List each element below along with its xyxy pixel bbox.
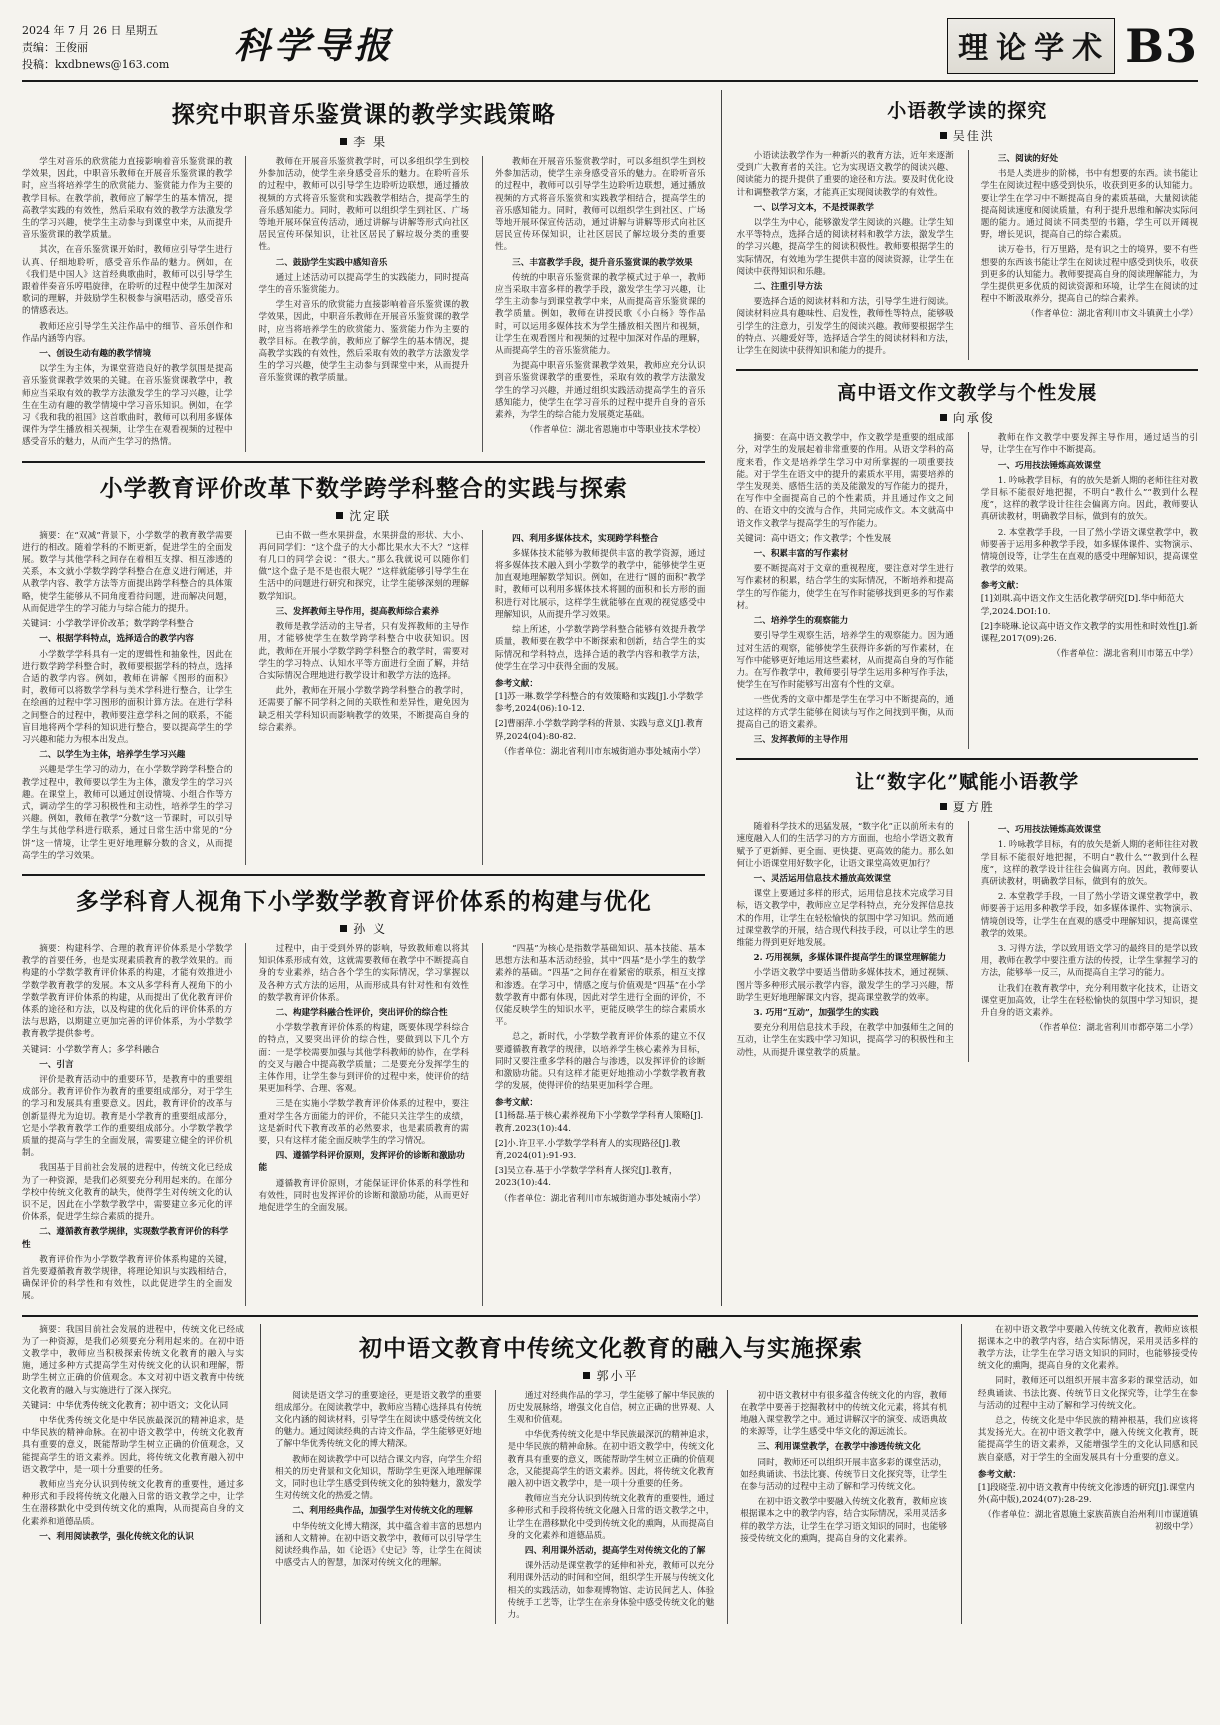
byline-square-icon <box>340 925 347 932</box>
article-column <box>275 1390 482 1625</box>
paragraph: 要选择合适的阅读材料和方法，引导学生进行阅读。阅读材料应具有趣味性、启发性，教师性等特点，能够吸引学生的注意力，引发学生的阅读兴趣。教师要根据学生的特点、兴趣爱好等，选择适合学生的阅读材料和方法，让学生在阅读中获得知识和能力的提升。 <box>736 297 954 357</box>
paragraph: 1. 吟咏教学目标，有的放矢是新人期的老师往往对教学目标不能很好地把握，不明白“教什么”“教到什么程度”，这样的教学设计往往会偏离方向。因此，教师要认真研读教材，明确教学目标，做到有的放矢。 <box>980 840 1198 887</box>
author-name: 向承俊 <box>952 411 995 426</box>
subheading: 二、利用经典作品，加强学生对传统文化的理解 <box>292 1506 473 1517</box>
subheading: 二、构建学科融合性评价，突出评价的综合性 <box>275 1007 448 1018</box>
article-reading-exploration <box>736 96 1198 360</box>
paragraph: 教师在阅读教学中可以结合课文内容，向学生介绍相关的历史背景和文化知识，帮助学生更深入地理解课文，同时也让学生感受到传统文化的独特魅力，激发学生对传统文化的热爱之情。 <box>275 1454 482 1502</box>
paragraph: 中华优秀传统文化是中华民族最深沉的精神追求，是中华民族的精神命脉。在初中语文教学中，传统文化教育具有重要的意义，既能帮助学生树立正确的价值观念，又能提高学生的语文素养。因此，将传统文化教育融入初中语文教学中，是一项十分重要的任务。 <box>22 1416 245 1475</box>
byline-square-icon <box>583 1372 590 1379</box>
paragraph: 在初中语文教学中要融入传统文化教育，教师应该根据课本之中的教学内容，结合实际情况，采用灵活多样的教学方法，让学生在学习语文知识的同时，也能够接受传统文化的熏陶，提高自身的文化素养。 <box>977 1324 1198 1372</box>
article-traditional-culture <box>260 1324 962 1625</box>
subheading: 二、注重引导方法 <box>753 282 823 293</box>
author-name: 夏方胜 <box>952 800 995 815</box>
publish-date: 2024 年 7 月 26 日 星期五 <box>22 24 158 37</box>
paragraph: 初中语文教材中有很多蕴含传统文化的内容，教师在教学中要善于挖掘教材中的传统文化元素，将其有机地融入课堂教学之中。通过讲解汉字的演变、成语典故的来源等，让学生感受中华文化的源远流长。 <box>740 1390 947 1438</box>
article-title: 让“数字化”赋能小语教学 <box>855 771 1080 794</box>
article-math-interdisciplinary <box>22 470 705 865</box>
divider <box>22 461 705 463</box>
top-zone <box>22 90 1198 1306</box>
byline-square-icon <box>940 132 947 139</box>
article-digital-chinese <box>736 767 1198 1062</box>
paragraph: 教师在开展音乐鉴赏教学时，可以多组织学生到校外参加活动，使学生亲身感受音乐的魅力。在聆听音乐的过程中，教师可以引导学生边聆听边联想，通过播放视频的方式将音乐鉴赏和实践教学相结合，提高学生的音乐感知能力。同时，教师可以组织学生到社区、广场等地开展环保宣传活动，通过讲解与讲解等形式向社区居民宣传环保知识，让社区居民了解垃圾分类的重要性。 <box>494 157 706 253</box>
divider <box>22 874 705 876</box>
paragraph: 教师应当充分认识到传统文化教育的重要性，通过多种形式和手段将传统文化融入日常的语文教学之中，让学生在潜移默化中受到传统文化的熏陶，从而提高自身的文化素养和道德品质。 <box>507 1494 715 1541</box>
paragraph: 总之，新时代，小学数学教育评价体系的建立不仅要遵循教育教学的规律，以培养学生核心素养为目标，同时又要注重多学科的融合与渗透，以发挥评价的诊断和激励功能。只有这样才能更好地推动小学数学教育教学的发展，使得评价的结果更加科学合理。 <box>494 1032 706 1092</box>
article-column <box>245 943 468 1306</box>
paragraph: 评价是教育活动中的重要环节，是教育中的重要组成部分。教育评价作为教育的重要组成部分，对于学生的学习和发展具有重要意义。因此，教育评价的改革与创新显得尤为迫切。教育是小学教育的重要组成部分，它是小学教育教学工作的重要组成部分。小学数学教学质量的提高与学生的全面发展，需要建立健全的评价机制。 <box>22 1074 233 1159</box>
article-title: 小学教育评价改革下数学跨学科整合的实践与探索 <box>99 474 628 502</box>
right-zone <box>721 90 1198 1306</box>
paragraph: 综上所述，小学数学跨学科整合能够有效提升教学质量，教师要在教学中不断探索和创新，结合学生的实际情况和学科特点，选择合适的教学内容和教学方法，使学生在学习中获得全面的发展。 <box>494 625 706 672</box>
author-name: 孙 义 <box>353 921 388 936</box>
reference-item: [1]杨磊.基于核心素养视角下小学数学学科育人策略[J].教育.2023(10):44. <box>494 1111 704 1134</box>
paragraph: 教师还应引导学生关注作品中的细节、音乐创作和作品内涵等内容。 <box>22 321 233 344</box>
paragraph: 遵循教育评价原则，才能保证评价体系的科学性和有效性，同时也发挥评价的诊断和激励功能，从而更好地促进学生的全面发展。 <box>258 1178 469 1214</box>
byline-square-icon <box>940 414 947 421</box>
reference-item: [3]吴立春.基于小学数学学科育人探究[J].教育，2023(10):44. <box>494 1166 678 1189</box>
subheading: 一、巧用技法锤炼高效课堂 <box>997 460 1102 471</box>
paragraph: 通过上述活动可以提高学生的实践能力，同时提高学生的音乐鉴赏能力。 <box>258 272 469 296</box>
paragraph: 要充分利用信息技术手段，在教学中加强师生之间的互动，让学生在实践中学习知识，提高学习的积极性和主动性，从而提升课堂教学的质量。 <box>736 1023 954 1058</box>
section-char-2: 论 <box>996 31 1029 66</box>
abstract: 摘要：在“双减”背景下，小学数学的教育教学需要进行的相改。随着学科的不断更新，促进学生的全面发展。数学与其他学科之间存在着相互支撑、相互渗透的关系，本文就小学数学跨学科整合在意义进行阐述，并从教学内容、教学方法等方面提出跨学科整合的具体策略，使学生能够从不同角度看待问题，进而解决问题，从而促进学生的学习能力与综合能力的提升。 <box>22 530 233 614</box>
byline-square-icon <box>340 138 347 145</box>
paragraph: 以学生为中心，能够激发学生阅读的兴趣。让学生知水平等特点，选择合适的阅读材料和教学方法，激发学生的学习兴趣，提高学生的阅读积极性。教师要根据学生的实际情况，有效地为学生提供丰富的阅读资源，让学生在阅读中获得知识和乐趣。 <box>736 218 954 277</box>
paragraph: 学生对音乐的欣赏能力直接影响着音乐鉴赏课的教学效果，因此，中职音乐教师在开展音乐鉴赏课的教学时，应当将培养学生的欣赏能力、鉴赏能力作为主要的教学目标。在教学前，教师应了解学生的基本情况，提高教学实践的有效性，然后采取有效的教学方法激发学生的学习兴趣，使学生主动参与到课堂中来，从而提升音乐鉴赏课的教学质量。 <box>22 157 233 241</box>
paragraph: 教育评价作为小学数学教育评价体系构建的关键，首先要遵循教育教学规律，将理论知识与实践相结合，确保评价的科学性和有效性，以此促进学生的全面发展。 <box>22 1254 233 1302</box>
paragraph: 2. 本堂教学手段，一目了然小学语文课堂教学中，教师要善于运用多种教学手段，如多媒体课件、实物演示、情境创设等，让学生在直观的感受中理解知识，提高课堂教学的效果。 <box>980 527 1198 575</box>
section-badge <box>947 18 1115 74</box>
article-byline <box>275 1367 947 1384</box>
subheading: 二、培养学生的观察能力 <box>753 616 849 627</box>
keywords: 关键词：小学教学评价改革；数学跨学科整合 <box>22 619 194 630</box>
paragraph: 教师在开展音乐鉴赏教学时，可以多组织学生到校外参加活动，使学生亲身感受音乐的魅力。在聆听音乐的过程中，教师可以引导学生边聆听边联想，通过播放视频的方式将音乐鉴赏和实践教学相结合，提高学生的音乐感知能力。同时，教师可以组织学生到社区、广场等地开展环保宣传活动，通过讲解与讲解等形式向社区居民宣传环保知识，让社区居民了解垃圾分类的重要性。 <box>258 157 469 253</box>
subheading: 四、利用课外活动，提高学生对传统文化的了解 <box>524 1546 706 1557</box>
editor-line: 责编：王俊丽 <box>22 41 88 55</box>
masthead-right <box>947 18 1198 74</box>
article-title: 探究中职音乐鉴赏课的教学实践策略 <box>171 101 556 128</box>
subheading: 二、遵循教育教学规律，实现数学教育评价的科学性 <box>22 1227 229 1250</box>
article-column <box>968 821 1198 1062</box>
reference-item: [1]苏一琳.数学学科整合的有效策略和实践[J].小学数学参考,2024(06):10-12. <box>494 691 704 715</box>
paragraph: 其次，在音乐鉴赏课开始时，教师应引导学生进行认真、仔细地聆听，感受音乐作品的魅力。例如，在《我们是中国人》这首经典歌曲时，教师可以引导学生跟着伴奏音乐哼唱旋律，在聆听的过程中使学生加深对歌词的理解，并鼓励学生积极参与演唱活动，感受音乐的情感表达。 <box>22 245 233 317</box>
article-title: 初中语文教育中传统文化教育的融入与实施探索 <box>358 1334 863 1362</box>
abstract: 摘要：在高中语文教学中，作文教学是重要的组成部分，对学生的发展起着非常重要的作用。从语文学科的高度来看，作文是培养学生学习中对所掌握的一项重要技能。对于学生在语文中的提升的素质水平用，需要培养的学生发现美、感悟生活的美及能激发的写作能力的提升，在写作中全面提高自己的个性素质，并且通过作文之间的、在语文中的交流与合作，共同完成作文。本文就高中语文作文教学与提高学生的写作能力。 <box>736 433 954 529</box>
paragraph: 中华传统文化博大精深，其中蕴含着丰富的思想内涵和人文精神。在初中语文教学中，教师可以引导学生阅读经典作品，如《论语》《史记》等，让学生在阅读中感受古人的智慧，加深对传统文化的理解。 <box>275 1521 482 1569</box>
paper-name: 科学导报 <box>234 25 395 67</box>
paragraph: 教师应当充分认识到传统文化教育的重要性，通过多种形式和手段将传统文化融入日常的语文教学之中，让学生在潜移默化中受到传统文化的熏陶，从而提高自身的文化素养和道德品质。 <box>22 1480 245 1527</box>
affiliation: （作者单位：湖北省利川市第五中学） <box>1051 649 1198 660</box>
keywords: 关键词：中华优秀传统文化教育；初中语文；文化认同 <box>22 1400 229 1411</box>
article-column <box>245 156 468 452</box>
article-column <box>968 432 1198 749</box>
bottom-zone <box>22 1324 1198 1625</box>
paragraph: 一些优秀的文章中都是学生在学习中不断提高的，通过这样的方式学生能够在阅读与写作之间找到平衡，从而提高自己的语文素养。 <box>736 695 954 730</box>
affiliation: （作者单位：湖北省利川市文斗镇黄土小学） <box>1026 309 1198 320</box>
author-name: 吴佳洪 <box>952 129 995 143</box>
subheading: 三、发挥教师的主导作用 <box>753 734 849 745</box>
keywords: 关键词：高中语文；作文教学；个性发展 <box>736 533 892 544</box>
subheading: 2. 巧用视频，多媒体课件提高学生的课堂理解能力 <box>753 953 947 964</box>
article-composition-personality <box>736 378 1198 749</box>
reference-item: [1]段晓莹.初中语文教育中传统文化渗透的研究[J].课堂内外(高中版),2024(07):28-29. <box>977 1482 1195 1506</box>
divider <box>736 369 1198 371</box>
reference-item: [1]刘琪.高中语文作文生活化教学研究[D].华中师范大学,2024.DOI:10. <box>980 594 1184 617</box>
article-column <box>978 1324 1198 1625</box>
paragraph: 过程中，由于受到外界的影响，导致教师难以将其知识体系形成有效，这就需要教师在教学中不断提高自身的专业素养，结合各个学生的实际情况，学习掌握以及各种方式方法的运用，从而形成具有针对性和有效性的数学教育评价体系。 <box>258 943 469 1003</box>
paragraph: 同时，教师还可以组织开展丰富多彩的课堂活动，如经典诵读、书法比赛、传统节日文化探究等，让学生在参与活动的过程中主动了解和学习传统文化。 <box>740 1457 947 1493</box>
article-column <box>968 150 1198 360</box>
subheading: 一、引言 <box>39 1059 74 1070</box>
article-column <box>22 943 232 1306</box>
paragraph: 读万卷书，行万里路，是有识之士的境界，要不有些想要的东西该书能让学生在阅读过程中感受到快乐，收获到更多的认知能力。教师要提高自身的阅读理解能力，为学生提供更多优质的阅读资源和环境，让学生在阅读的过程中不断汲取养分，提高自己的综合素养。 <box>980 245 1198 305</box>
article-column <box>495 1390 715 1625</box>
article-byline <box>736 127 1198 144</box>
byline-square-icon <box>336 512 343 519</box>
article-column <box>736 432 953 749</box>
paragraph: 此外，教师在开展小学数学跨学科整合的教学时，还需要了解不同学科之间的关联性和差异性，避免因为缺乏相关学科知识而影响教学的效果，不断提高自身的综合素养。 <box>258 686 469 733</box>
paragraph: 传统的中职音乐鉴赏课的教学模式过于单一，教师应当采取丰富多样的教学手段，激发学生学习兴趣，让学生主动参与到课堂教学中来，从而提高音乐鉴赏课的教学质量。例如，教师在讲授民歌《小白杨》等作品时，可以运用多媒体技术为学生播放相关图片和视频，让学生在观看图片和视频的过程中加深对作品的理解，从而提高学生的音乐鉴赏能力。 <box>494 272 706 357</box>
reference-item: [2]李晓琳.论议高中语文作文教学的实用性和时效性[J].新课程,2017(09):26. <box>980 621 1198 645</box>
paragraph: 1. 吟咏教学目标，有的放矢是新人期的老师往往对教学目标不能很好地把握，不明白“教什么”“教到什么程度”，这样的教学设计往往会偏离方向。因此，教师要认真研读教材，明确教学目标，做到有的放矢。 <box>980 475 1198 523</box>
article-column <box>482 530 705 865</box>
paragraph: 小学数学学科具有一定的逻辑性和抽象性，因此在进行数学跨学科整合时，教师要根据学科的特点，选择合适的教学内容。例如，教师在讲解《图形的面积》时，教师可以将数学学科与美术学科进行整合，让学生在绘画的过程中学习图形的面积计算方法。在进行学科之间整合的过程中，教师要注意学科之间的联系，不能盲目地将两个学科的知识进行整合，要以提高学生的学习兴趣和能力为根本出发点。 <box>22 649 233 745</box>
subheading: 一、创设生动有趣的教学情境 <box>39 349 151 360</box>
article-title: 小语教学读的探究 <box>887 100 1048 122</box>
article-column <box>22 156 232 452</box>
article-column <box>245 530 468 865</box>
references-heading: 参考文献： <box>494 1098 538 1109</box>
paragraph: 课外活动是课堂教学的延伸和补充，教师可以充分利用课外活动的时间和空间，组织学生开展与传统文化相关的实践活动，如参观博物馆、走访民间艺人、体验传统手工艺等，让学生在亲身体验中感受传统文化的魅力。 <box>507 1561 715 1621</box>
subheading: 一、利用阅读教学，强化传统文化的认识 <box>39 1531 194 1542</box>
section-char-4: 术 <box>1072 31 1105 66</box>
paragraph: 三是在实施小学数学教育评价体系的过程中，要注重对学生各方面能力的评价，不能只关注学生的成绩，这是新时代下教育改革的必然要求，也是素质教育的需要，只有这样才能全面反映学生的学习情况。 <box>258 1099 469 1146</box>
article-byline <box>22 133 705 150</box>
subheading: 三、阅读的好处 <box>997 154 1059 164</box>
subheading: 四、利用多媒体技术，实现跨学科整合 <box>512 533 659 544</box>
paragraph: 书是人类进步的阶梯，书中有想要的东西。读书能让学生在阅读过程中感受到快乐，收获到更多的认知能力。要让学生在学习中不断提高自身的素质基础，大量阅读能提高阅读速度和阅读质量，有利于提升思维和解决实际问题的能力。通过阅读不同类型的书籍，学生可以开阔视野，增长见识，提高自己的综合素质。 <box>980 169 1198 241</box>
paragraph: 兴趣是学生学习的动力，在小学数学跨学科整合的教学过程中，教师要以学生为主体，激发学生的学习兴趣。在课堂上，教师可以通过创设情境、小组合作等方式，调动学生的学习积极性和主动性，培养学生的学习兴趣。例如，教师在教学“分数”这一节课时，可以引导学生与其他学科进行联系，通过日常生活中常见的“分饼”这一情境，让学生更好地理解分数的含义，从而提高学生的学习效果。 <box>22 765 233 861</box>
article-title: 多学科育人视角下小学数学教育评价体系的构建与优化 <box>75 887 652 915</box>
subheading: 3. 巧用“互动”，加强学生的实践 <box>753 1007 879 1018</box>
paragraph: 3. 习得方法，学以致用语文学习的最终目的是学以致用，教师在教学中要注重方法的传授，让学生掌握学习的方法，能够举一反三，从而提高自主学习的能力。 <box>980 943 1198 979</box>
author-name: 李 果 <box>353 135 388 149</box>
subheading: 一、巧用技法锤炼高效课堂 <box>997 825 1102 836</box>
paragraph: 已由不做一些水果拼盘，水果拼盘的形状、大小、再问同学们：“这个盘子的大小都比果水大不大？”这样有几口的同学会说：“很大。”那么我就说可以随你们做“这个盘子是不是也很大呢？”这样就能够引导学生在生活中的问题进行研究和探究，让学生能够深刻的理解数学知识。 <box>258 530 469 602</box>
paragraph: 小学语文教学中要适当借助多媒体技术，通过视频、图片等多种形式展示教学内容，激发学生的学习兴趣，帮助学生更好地理解课文内容，提高课堂教学的效率。 <box>736 968 954 1003</box>
article-column <box>22 1324 244 1625</box>
left-zone <box>22 90 705 1306</box>
paragraph: 中华优秀传统文化是中华民族最深沉的精神追求，是中华民族的精神命脉。在初中语文教学中，传统文化教育具有重要的意义，既能帮助学生树立正确的价值观念，又能提高学生的语文素养。因此，将传统文化教育融入初中语文教学中，是一项十分重要的任务。 <box>507 1430 715 1490</box>
paragraph: 要不断提高对于文章的重视程度，要注意对学生进行写作素材的积累，结合学生的实际情况，不断培养和提高学生的写作能力，使学生在写作时能够找到更多的写作素材。 <box>736 564 954 611</box>
affiliation: （作者单位：湖北省恩施市中等职业技术学校） <box>524 425 706 436</box>
subheading: 二、以学生为主体，培养学生学习兴趣 <box>39 750 186 761</box>
article-byline <box>736 798 1198 815</box>
paragraph: 课堂上要通过多样的形式，运用信息技术完成学习目标，语文教学中，教师应立足学科特点，充分发挥信息技术的作用，让学生在轻松愉快的氛围中学习知识。然而通过课堂教学的开展，结合现代科技手段，可以让学生的思维能力得到更好地发展。 <box>736 889 954 948</box>
paragraph: 总之，传统文化是中华民族的精神根基，我们应该将其发扬光大。在初中语文教学中，融入传统文化教育，既能提高学生的语文素养，又能增强学生的文化认同感和民族自豪感，对于学生的全面发展具有十分重要的意义。 <box>977 1416 1198 1463</box>
subheading: 三、利用课堂教学，在教学中渗透传统文化 <box>757 1442 921 1453</box>
subheading: 三、发挥教师主导作用，提高教师综合素养 <box>275 606 439 617</box>
paper-title <box>222 18 947 69</box>
paragraph: 学生对音乐的欣赏能力直接影响着音乐鉴赏课的教学效果，因此，中职音乐教师在开展音乐鉴赏课的教学时，应当将培养学生的欣赏能力、鉴赏能力作为主要的教学目标。在教学前，教师应了解学生的基本情况，提高教学实践的有效性，然后采取有效的教学方法激发学生的学习兴趣，使学生主动参与到课堂中来，从而提升音乐鉴赏课的教学质量。 <box>258 300 469 384</box>
paragraph: 同时，教师还可以组织开展丰富多彩的课堂活动，如经典诵读、书法比赛、传统节日文化探究等，让学生在参与活动的过程中主动了解和学习传统文化。 <box>977 1376 1198 1411</box>
article-column <box>727 1390 947 1625</box>
paragraph: 小语读法教学作为一种新兴的教育方法，近年来逐渐受到广大教育者的关注。它为实现语文教学的阅读兴趣、阅读能力的提升提供了重要的途径和方法。要及时优化设计和调整教学方案，才能真正实现阅读教学的有效性。 <box>736 151 954 198</box>
article-column <box>736 821 953 1062</box>
paragraph: 随着科学技术的迅猛发展，“数字化”正以前所未有的速度融入人们的生活学习的方方面面，也给小学语文教育赋予了更新鲜、更全面、更快捷、更高效的能力。那么如何让小语课堂用好数字化，让语文课堂高效更加行？ <box>736 822 954 869</box>
references-heading: 参考文献： <box>977 1469 1021 1480</box>
subheading: 一、以学习文本，不是授课教学 <box>753 202 874 213</box>
subheading: 四、遵循学科评价原则，发挥评价的诊断和激励功能 <box>258 1151 465 1174</box>
affiliation: （作者单位：湖北省恩施土家族苗族自治州利川市谋道镇初级中学） <box>983 1510 1198 1533</box>
subheading: 三、丰富教学手段，提升音乐鉴赏课的教学效果 <box>512 257 693 268</box>
article-music-appreciation <box>22 96 705 452</box>
paragraph: 以学生为主体，为课堂营造良好的教学氛围是提高音乐鉴赏课教学效果的关键。在音乐鉴赏课教学中，教师应当采取有效的教学方法激发学生的学习兴趣，让学生在生动有趣的教学情境中学习音乐知识。例如，在学习《我和我的祖国》这首歌曲时，教师可以利用多媒体课件为学生播放相关视频，让学生在观看视频的过程中感受音乐的魅力，从而产生学习的热情。 <box>22 364 233 448</box>
section-char-1: 理 <box>958 31 991 66</box>
article-column <box>22 530 232 865</box>
article-column <box>736 150 953 360</box>
references-heading: 参考文献： <box>494 678 538 689</box>
paragraph: 为提高中职音乐鉴赏课教学效果，教师应充分认识到音乐鉴赏课教学的重要性，采取有效的教学方法激发学生的学习兴趣，并通过组织实践活动提高学生的音乐感知能力，使学生在学习音乐的过程中提升自身的音乐素养，为学生的综合能力发展奠定基础。 <box>494 361 706 421</box>
paragraph: 多媒体技术能够为教师提供丰富的教学资源，通过将多媒体技术融入到小学数学的教学中，能够使学生更加直观地理解数学知识。例如，在进行“圆的面积”教学时，教师可以利用多媒体技术将圆的面积和长方形的面积进行对比展示，这样学生就能够在直观的视觉感受中理解知识，从而提升学习效果。 <box>494 548 706 620</box>
paragraph: 让我们在教育教学中，充分利用数字化技术，让语文课堂更加高效，让学生在轻松愉快的氛围中学习知识，提升自身的语文素养。 <box>980 983 1198 1018</box>
affiliation: （作者单位：湖北省利川市东城街道办事处城南小学） <box>499 746 706 757</box>
references-heading: 参考文献： <box>980 581 1024 592</box>
keywords: 关键词：小学数学育人；多学科融合 <box>22 1044 160 1055</box>
subheading: 一、积累丰富的写作素材 <box>753 549 849 560</box>
abstract: 摘要：构建科学、合理的教育评价体系是小学数学教学的首要任务，也是实现素质教育的教学效果的。而构建的小学数学教育评价体系的构建，才能有效推进小学数学教育教学的发展。本文从多学科育人视角下的小学数学教育评价体系的构建，从而提出了优化教育评价体系的途径和方法，以及构建的优化后的评价体系的方法与思路，以期建立更加完善的评价体系，为小学数学教育教学提供参考。 <box>22 943 233 1040</box>
abstract: 摘要：我国目前社会发展的进程中，传统文化已经成为了一种资源，是我们必须要充分利用起来的。在初中语文教学中，教师应当积极探索传统文化教育的融入与实施，通过多种方式提高学生对传统文化的认识和理解，帮助学生树立正确的价值观念。本文对初中语文教育中传统文化教育的融入与实施进行了深入探究。 <box>22 1324 245 1396</box>
paragraph: 小学数学教育评价体系的构建，既要体现学科综合的特点，又要突出评价的综合性，要做到以下几个方面：一是学校需要加强与其他学科教师的协作，在学科的交叉与融合中提高教学质量；二是要充分发挥学生的主体作用，让学生参与到评价的过程中来，使评价的结果更加科学、合理、客观。 <box>258 1023 469 1095</box>
paragraph: 我国基于目前社会发展的进程中，传统文化已经成为了一种资源，是我们必须要充分利用起来的。在部分学校中传统文化教育的缺失，使得学生对传统文化的认识不足，因此在小学数学教学中，需要建立多元化的评价体系，促进学生综合素质的提升。 <box>22 1163 233 1223</box>
article-byline <box>22 920 705 937</box>
author-name: 郭小平 <box>596 1368 639 1383</box>
section-char-3: 学 <box>1034 31 1067 66</box>
affiliation: （作者单位：湖北省利川市都亭第二小学） <box>1034 1023 1198 1034</box>
masthead-meta <box>22 18 222 73</box>
reference-item: [2]曹丽萍.小学数学跨学科的背景、实践与意义[J].教育界,2024(04):80-82. <box>494 719 704 742</box>
divider <box>22 1315 1198 1317</box>
article-title: 高中语文作文教学与个性发展 <box>837 382 1098 405</box>
paragraph: 阅读是语文学习的重要途径，更是语文教学的重要组成部分。在阅读教学中，教师应当精心选择具有传统文化内涵的阅读材料，引导学生在阅读中感受传统文化的魅力。通过阅读经典的古诗文作品，学生能够更好地了解中华优秀传统文化的博大精深。 <box>275 1390 482 1450</box>
page-number: B3 <box>1125 19 1198 73</box>
article-column <box>482 156 705 452</box>
paragraph: 在初中语文教学中要融入传统文化教育，教师应该根据课本之中的教学内容，结合实际情况，采用灵活多样的教学方法，让学生在学习语文知识的同时，也能够接受传统文化的熏陶，提高自身的文化素养。 <box>740 1497 947 1544</box>
affiliation: （作者单位：湖北省利川市东城街道办事处城南小学） <box>499 1193 706 1204</box>
paragraph: 教师在作文教学中要发挥主导作用，通过适当的引导，让学生在写作中不断提高。 <box>980 433 1198 456</box>
paragraph: “四基”为核心是指数学基础知识、基本技能、基本思想方法和基本活动经验，其中“四基”是小学生的数学素养的基础。“四基”之间存在着紧密的联系，相互支撑和渗透。在学习中，情感之度与价值观是“四基”在小学数学教育中都有体现，因此对学生进行全面的评价，不仅能反映学生的知识水平，更能反映学生的综合素质水平。 <box>494 943 706 1028</box>
paragraph: 通过对经典作品的学习，学生能够了解中华民族的历史发展脉络，增强文化自信，树立正确的世界观、人生观和价值观。 <box>507 1390 715 1426</box>
paragraph: 教师是教学活动的主导者，只有发挥教师的主导作用，才能够使学生在数学跨学科整合中收获知识。因此，教师在开展小学数学跨学科整合的教学时，需要对学生的学习特点、认知水平等方面进行全面了解，并结合实际情况合理地进行教学设计和教学方法的选择。 <box>258 622 469 681</box>
article-byline <box>736 409 1198 426</box>
paragraph: 要引导学生观察生活，培养学生的观察能力。因为通过对生活的观察，能够使学生获得许多新的写作素材，在写作中能够更好地运用这些素材，从而提高自身的写作能力。在写作教学中，教师要引导学生运用多种写作手法，使学生在写作时能够写出富有个性的文章。 <box>736 631 954 691</box>
author-name: 沈定联 <box>349 508 392 523</box>
subheading: 一、根据学科特点，选择适合的教学内容 <box>39 634 194 645</box>
byline-square-icon <box>940 803 947 810</box>
subheading: 一、灵活运用信息技术播放高效课堂 <box>753 873 892 884</box>
article-byline <box>22 507 705 524</box>
article-evaluation-system <box>22 883 705 1306</box>
article-column <box>482 943 705 1306</box>
subheading: 二、鼓励学生实践中感知音乐 <box>275 257 388 268</box>
paragraph: 2. 本堂教学手段，一目了然小学语文课堂教学中，教师要善于运用多种教学手段，如多媒体课件、实物演示、情境创设等，让学生在直观的感受中理解知识，提高课堂教学的效果。 <box>980 892 1198 939</box>
masthead <box>22 18 1198 82</box>
divider <box>736 758 1198 760</box>
reference-item: [2]小.许卫平.小学数学学科育人的实现路径[J].教育,2024(01):91-93. <box>494 1138 681 1161</box>
submission-email: 投稿：kxdbnews@163.com <box>22 58 170 72</box>
